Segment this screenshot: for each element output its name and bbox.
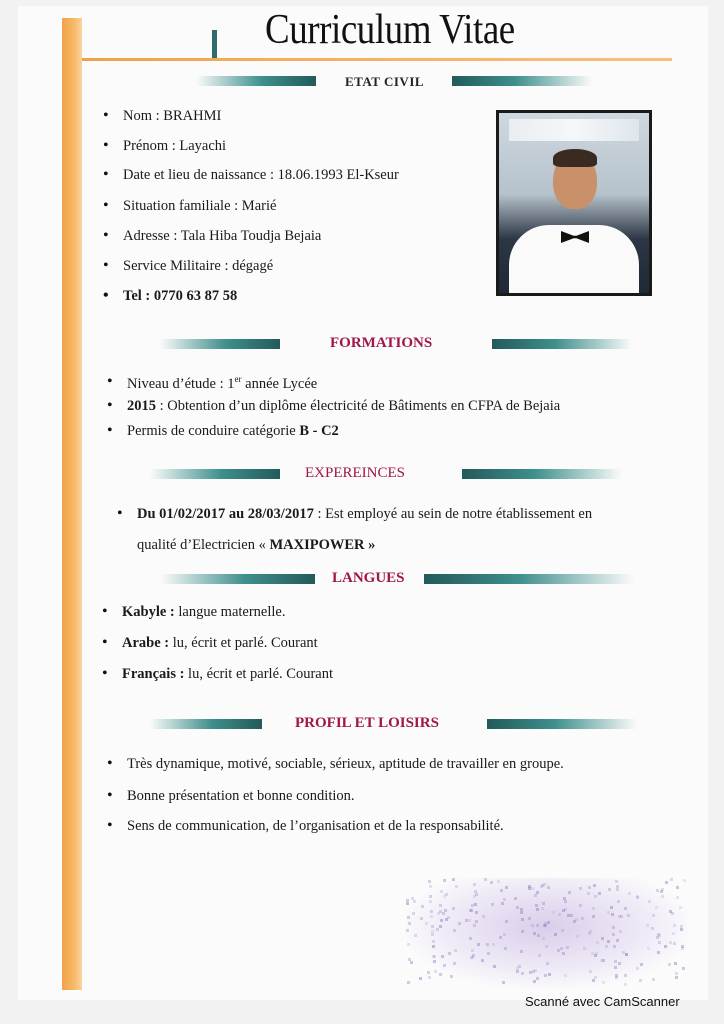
- experience-role: qualité d’Electricien «: [137, 537, 270, 553]
- stamp-speck: [536, 908, 539, 911]
- stamp-speck: [482, 915, 485, 918]
- stamp-speck: [624, 907, 627, 910]
- stamp-speck: [612, 926, 615, 929]
- section-header-profil: [0, 715, 724, 735]
- stamp-speck: [452, 878, 455, 881]
- stamp-speck: [648, 900, 651, 903]
- stamp-speck: [447, 916, 450, 919]
- stamp-speck: [453, 962, 456, 965]
- stamp-speck: [605, 945, 608, 948]
- stamp-speck: [611, 913, 614, 916]
- stamp-speck: [548, 973, 551, 976]
- stamp-speck: [679, 906, 682, 909]
- stamp-speck: [602, 959, 605, 962]
- list-item: • Bonne présentation et bonne condition.: [127, 788, 355, 805]
- section-rule-right: [424, 574, 634, 584]
- stamp-speck: [542, 902, 545, 905]
- list-item: • Sens de communication, de l’organisation et de la responsabilité.: [127, 818, 504, 835]
- stamp-speck: [658, 941, 661, 944]
- stamp-speck: [439, 904, 442, 907]
- stamp-speck: [520, 950, 523, 953]
- stamp-speck: [490, 881, 493, 884]
- stamp-speck: [682, 967, 685, 970]
- stamp-speck: [439, 925, 442, 928]
- stamp-speck: [607, 940, 610, 943]
- stamp-speck: [562, 952, 565, 955]
- stamp-speck: [594, 954, 597, 957]
- experience-item: [137, 506, 592, 523]
- stamp-speck: [656, 889, 659, 892]
- stamp-speck: [676, 896, 679, 899]
- stamp-speck: [616, 939, 619, 942]
- stamp-speck: [442, 912, 445, 915]
- experience-text: : Est employé au sein de notre établissement en: [313, 506, 593, 522]
- stamp-speck: [614, 960, 617, 963]
- stamp-speck: [408, 922, 411, 925]
- stamp-speck: [429, 900, 432, 903]
- stamp-speck: [484, 878, 487, 881]
- stamp-speck: [430, 910, 433, 913]
- stamp-speck: [444, 909, 447, 912]
- list-item: • Situation familiale : Marié: [123, 198, 276, 215]
- stamp-speck: [544, 974, 547, 977]
- language-level: langue maternelle.: [174, 604, 286, 620]
- stamp-speck: [432, 945, 435, 948]
- stamp-speck: [407, 943, 410, 946]
- stamp-speck: [430, 915, 433, 918]
- experience-dates: Du 01/02/2017 au 28/03/2017: [137, 506, 314, 522]
- stamp-speck: [455, 885, 458, 888]
- stamp-speck: [536, 924, 539, 927]
- section-rule-left: [196, 76, 316, 86]
- stamp-speck: [428, 880, 431, 883]
- stamp-speck: [588, 932, 591, 935]
- stamp-speck: [477, 943, 480, 946]
- stamp-speck: [669, 910, 672, 913]
- stamp-speck: [431, 933, 434, 936]
- stamp-speck: [624, 974, 627, 977]
- stamp-speck: [674, 962, 677, 965]
- permis-text: Permis de conduire catégorie: [127, 423, 300, 439]
- language-name: Arabe :: [122, 635, 170, 651]
- stamp-speck: [481, 959, 484, 962]
- stamp-speck: [617, 900, 620, 903]
- stamp-speck: [537, 934, 540, 937]
- stamp-speck: [475, 893, 478, 896]
- stamp-speck: [471, 904, 474, 907]
- stamp-speck: [540, 885, 543, 888]
- stamp-speck: [601, 937, 604, 940]
- stamp-speck: [670, 878, 673, 881]
- list-item: [122, 635, 318, 652]
- stamp-speck: [538, 954, 541, 957]
- stamp-speck: [500, 889, 503, 892]
- stamp-speck: [472, 954, 475, 957]
- stamp-speck: [520, 911, 523, 914]
- stamp-speck: [655, 906, 658, 909]
- stamp-speck: [636, 896, 639, 899]
- stamp-speck: [475, 911, 478, 914]
- stamp-speck: [575, 918, 578, 921]
- stamp-speck: [683, 879, 686, 882]
- stamp-speck: [615, 974, 618, 977]
- stamp-speck: [458, 922, 461, 925]
- stamp-speck: [610, 906, 613, 909]
- section-title: LANGUES: [332, 570, 405, 586]
- stamp-speck: [505, 886, 508, 889]
- stamp-speck: [434, 970, 437, 973]
- stamp-speck: [486, 943, 489, 946]
- stamp-speck: [560, 947, 563, 950]
- list-item: • Très dynamique, motivé, sociable, sérieux, aptitude de travailler en groupe.: [127, 756, 564, 773]
- stamp-speck: [615, 880, 618, 883]
- scanner-footer: Scanné avec CamScanner: [525, 994, 680, 1009]
- stamp-speck: [493, 965, 496, 968]
- stamp-speck: [534, 894, 537, 897]
- stamp-speck: [441, 955, 444, 958]
- stamp-blur: [406, 878, 688, 988]
- stamp-speck: [627, 914, 630, 917]
- stamp-speck: [448, 952, 451, 955]
- stamp-speck: [563, 897, 566, 900]
- stamp-speck: [433, 955, 436, 958]
- stamp-speck: [425, 922, 428, 925]
- stamp-speck: [640, 963, 643, 966]
- stamp-speck: [536, 977, 539, 980]
- section-title: FORMATIONS: [330, 335, 433, 351]
- language-name: Français :: [122, 666, 185, 682]
- diplome-text: : Obtention d’un diplôme électricité de Bâtiments en CFPA de Bejaia: [156, 398, 561, 414]
- section-header-experiences: [0, 465, 724, 485]
- stamp-speck: [516, 906, 519, 909]
- title-decorative-tick: [212, 30, 217, 60]
- stamp-speck: [665, 881, 668, 884]
- stamp-speck: [491, 903, 494, 906]
- stamp-speck: [567, 914, 570, 917]
- stamp-speck: [676, 886, 679, 889]
- stamp-speck: [503, 933, 506, 936]
- stamp-speck: [669, 941, 672, 944]
- stamp-speck: [505, 920, 508, 923]
- stamp-speck: [421, 905, 424, 908]
- stamp-speck: [594, 976, 597, 979]
- stamp-speck: [681, 947, 684, 950]
- stamp-speck: [651, 927, 654, 930]
- stamp-speck: [454, 949, 457, 952]
- stamp-speck: [427, 971, 430, 974]
- stamp-speck: [592, 907, 595, 910]
- stamp-speck: [618, 962, 621, 965]
- stamp-speck: [596, 941, 599, 944]
- stamp-speck: [502, 981, 505, 984]
- stamp-speck: [531, 924, 534, 927]
- stamp-speck: [503, 898, 506, 901]
- stamp-speck: [475, 920, 478, 923]
- stamp-speck: [535, 904, 538, 907]
- list-item: • Adresse : Tala Hiba Toudja Bejaia: [123, 228, 321, 245]
- stamp-speck: [614, 966, 617, 969]
- stamp-speck: [576, 935, 579, 938]
- stamp-speck: [673, 942, 676, 945]
- stamp-speck: [531, 887, 534, 890]
- section-header-etat-civil: [0, 72, 724, 92]
- stamp-speck: [545, 945, 548, 948]
- stamp-speck: [452, 907, 455, 910]
- stamp-speck: [431, 925, 434, 928]
- stamp-speck: [547, 886, 550, 889]
- stamp-speck: [440, 890, 443, 893]
- stamp-speck: [469, 909, 472, 912]
- stamp-speck: [647, 947, 650, 950]
- stamp-speck: [439, 910, 442, 913]
- stamp-speck: [469, 937, 472, 940]
- list-item: • Prénom : Layachi: [123, 138, 226, 155]
- stamp-speck: [583, 947, 586, 950]
- stamp-speck: [593, 884, 596, 887]
- stamp-speck: [406, 929, 409, 932]
- stamp-speck: [499, 936, 502, 939]
- list-item: • Date et lieu de naissance : 18.06.1993 El-Kseur: [123, 167, 399, 184]
- stamp-speck: [624, 983, 627, 986]
- stamp-speck: [518, 965, 521, 968]
- stamp-speck: [474, 903, 477, 906]
- list-item: • Tel : 0770 63 87 58: [123, 288, 237, 305]
- stamp-speck: [589, 970, 592, 973]
- stamp-speck: [407, 981, 410, 984]
- stamp-speck: [504, 947, 507, 950]
- list-item: [127, 423, 339, 440]
- stamp-speck: [592, 979, 595, 982]
- stamp-speck: [410, 961, 413, 964]
- stamp-speck: [440, 919, 443, 922]
- stamp-speck: [619, 930, 622, 933]
- stamp-speck: [554, 933, 557, 936]
- section-rule-right: [462, 469, 622, 479]
- stamp-speck: [501, 902, 504, 905]
- niveau-superscript: er: [234, 374, 242, 384]
- stamp-speck: [552, 911, 555, 914]
- stamp-speck: [668, 963, 671, 966]
- title-underline: [82, 58, 672, 61]
- stamp-speck: [419, 977, 422, 980]
- stamp-speck: [607, 911, 610, 914]
- stamp-speck: [429, 885, 432, 888]
- stamp-speck: [646, 924, 649, 927]
- list-item: [127, 398, 560, 415]
- stamp-speck: [487, 952, 490, 955]
- section-rule-left: [150, 719, 262, 729]
- stamp-speck: [471, 949, 474, 952]
- stamp-speck: [432, 940, 435, 943]
- stamp-speck: [587, 892, 590, 895]
- stamp-speck: [636, 967, 639, 970]
- stamp-speck: [592, 915, 595, 918]
- stamp-speck: [579, 887, 582, 890]
- stamp-speck: [529, 971, 532, 974]
- stamp-speck: [521, 972, 524, 975]
- stamp-speck: [618, 915, 621, 918]
- stamp-speck: [528, 885, 531, 888]
- stamp-speck: [558, 913, 561, 916]
- stamp-speck: [564, 974, 567, 977]
- stamp-speck: [579, 904, 582, 907]
- stamp-speck: [652, 914, 655, 917]
- stamp-speck: [675, 976, 678, 979]
- section-rule-left: [150, 469, 280, 479]
- stamp-speck: [657, 951, 660, 954]
- diplome-year: 2015: [127, 398, 156, 414]
- stamp-speck: [613, 945, 616, 948]
- permis-category: B - C2: [299, 423, 339, 439]
- profile-photo: [496, 110, 652, 296]
- stamp-speck: [594, 895, 597, 898]
- stamp-speck: [639, 979, 642, 982]
- stamp-speck: [581, 917, 584, 920]
- section-title: ETAT CIVIL: [345, 74, 425, 89]
- photo-hair: [553, 149, 597, 167]
- stamp-speck: [406, 902, 409, 905]
- list-item: • Service Militaire : dégagé: [123, 258, 273, 275]
- stamp-speck: [533, 980, 536, 983]
- section-rule-right: [452, 76, 592, 86]
- section-rule-left: [160, 339, 280, 349]
- stamp-speck: [566, 946, 569, 949]
- stamp-speck: [542, 937, 545, 940]
- section-rule-right: [492, 339, 632, 349]
- stamp-speck: [439, 973, 442, 976]
- section-title: EXPEREINCES: [305, 465, 406, 481]
- stamp-speck: [431, 930, 434, 933]
- stamp-speck: [568, 891, 571, 894]
- list-item: [127, 374, 317, 393]
- stamp-speck: [473, 924, 476, 927]
- stamp-speck: [414, 934, 417, 937]
- stamp-speck: [528, 917, 531, 920]
- stamp-speck: [564, 900, 567, 903]
- left-decorative-bar: [62, 18, 82, 990]
- niveau-suffix: année Lycée: [241, 375, 318, 392]
- stamp-speck: [625, 953, 628, 956]
- stamp-speck: [680, 928, 683, 931]
- stamp-speck: [672, 932, 675, 935]
- stamp-speck: [521, 930, 524, 933]
- stamp-speck: [533, 932, 536, 935]
- stamp-speck: [433, 960, 436, 963]
- section-header-langues: [0, 570, 724, 590]
- stamp-speck: [492, 943, 495, 946]
- stamp-speck: [436, 928, 439, 931]
- stamp-speck: [534, 969, 537, 972]
- stamp-speck: [652, 978, 655, 981]
- stamp-speck: [664, 945, 667, 948]
- stamp-speck: [429, 895, 432, 898]
- stamp-speck: [541, 907, 544, 910]
- stamp-speck: [598, 892, 601, 895]
- stamp-speck: [547, 921, 550, 924]
- stamp-speck: [443, 964, 446, 967]
- stamp-speck: [673, 924, 676, 927]
- photo-shirt: [509, 225, 639, 296]
- stamp-speck: [453, 929, 456, 932]
- experience-continuation: [137, 537, 375, 554]
- stamp-speck: [428, 976, 431, 979]
- stamp-speck: [675, 972, 678, 975]
- stamp-speck: [661, 895, 664, 898]
- stamp-speck: [564, 908, 567, 911]
- stamp-speck: [616, 888, 619, 891]
- stamp-speck: [561, 929, 564, 932]
- stamp-speck: [628, 892, 631, 895]
- stamp-speck: [557, 949, 560, 952]
- niveau-prefix: Niveau d’étude : 1: [127, 375, 235, 392]
- stamp-speck: [608, 888, 611, 891]
- stamp-speck: [660, 890, 663, 893]
- list-item: [122, 666, 333, 683]
- stamp-speck: [450, 975, 453, 978]
- language-level: lu, écrit et parlé. Courant: [184, 666, 333, 682]
- stamp-speck: [407, 916, 410, 919]
- section-rule-right: [487, 719, 637, 729]
- stamp-speck: [473, 883, 476, 886]
- stamp-speck: [413, 900, 416, 903]
- stamp-speck: [514, 897, 517, 900]
- stamp-speck: [420, 917, 423, 920]
- stamp-speck: [544, 924, 547, 927]
- stamp-speck: [570, 914, 573, 917]
- section-rule-left: [160, 574, 315, 584]
- list-item: • Nom : BRAHMI: [123, 108, 221, 125]
- stamp-speck: [546, 962, 549, 965]
- stamp-speck: [443, 879, 446, 882]
- section-header-formations: [0, 335, 724, 355]
- section-title: PROFIL ET LOISIRS: [295, 715, 439, 731]
- language-level: lu, écrit et parlé. Courant: [169, 635, 318, 651]
- stamp-speck: [412, 912, 415, 915]
- stamp-speck: [602, 981, 605, 984]
- page-title: Curriculum Vitae: [265, 7, 515, 53]
- stamp-speck: [468, 919, 471, 922]
- stamp-speck: [612, 933, 615, 936]
- stamp-speck: [516, 970, 519, 973]
- list-item: [122, 604, 285, 621]
- stamp-speck: [445, 893, 448, 896]
- stamp-speck: [521, 918, 524, 921]
- stamp-speck: [588, 886, 591, 889]
- stamp-speck: [656, 936, 659, 939]
- stamp-speck: [497, 880, 500, 883]
- photo-ceiling-light: [509, 119, 639, 141]
- language-name: Kabyle :: [122, 604, 175, 620]
- experience-company: MAXIPOWER »: [269, 537, 376, 553]
